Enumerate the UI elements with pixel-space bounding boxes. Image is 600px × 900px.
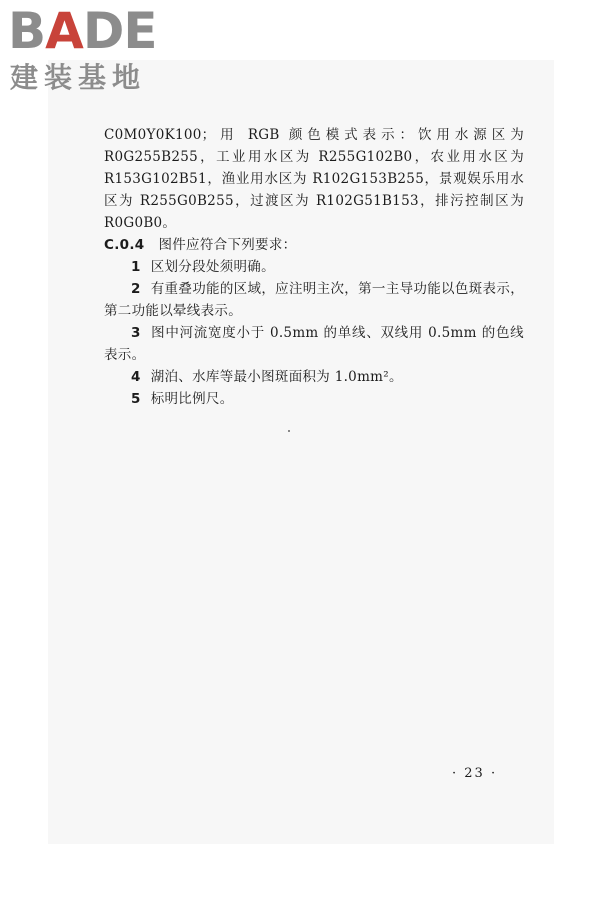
clause-number: C.0.4 — [104, 237, 145, 253]
item-text: 有重叠功能的区域，应注明主次，第一主导功能以色斑表示，第二功能以晕线表示。 — [104, 281, 524, 319]
item-number: 1 — [131, 259, 141, 275]
list-item — [104, 322, 524, 366]
item-number: 2 — [131, 281, 141, 297]
item-number: 5 — [131, 391, 141, 407]
list-item — [104, 278, 524, 322]
logo-subtitle: 建装基地 — [10, 61, 147, 94]
item-text: 图中河流宽度小于 0.5mm 的单线、双线用 0.5mm 的色线表示。 — [104, 325, 524, 363]
bade-logo — [8, 4, 188, 96]
list-item — [104, 366, 524, 388]
scan-speck — [288, 430, 290, 432]
item-text: 区划分段处须明确。 — [150, 259, 275, 275]
intro-paragraph: C0M0Y0K100；用 RGB 颜色模式表示：饮用水源区为 R0G255B255，工业用水区为 R255G102B0，农业用水区为 R153G102B51，渔业用水区为 R102G153B255，景观娱乐用水区为 R255G0B255，过渡区为 R102G51B153，排污控制区为 R0G0B0。 — [104, 127, 524, 231]
item-number: 4 — [131, 369, 141, 385]
list-item — [104, 256, 524, 278]
logo-wordmark: BADE — [8, 2, 157, 60]
clause-text: 图件应符合下列要求： — [158, 237, 297, 253]
list-item — [104, 388, 524, 410]
document-body — [104, 124, 524, 410]
page-number: · 23 · — [452, 766, 498, 781]
item-text: 标明比例尺。 — [150, 391, 234, 407]
item-text: 湖泊、水库等最小图斑面积为 1.0mm²。 — [150, 369, 403, 385]
logo-accent-letter: A — [45, 2, 83, 60]
clause-heading — [104, 234, 524, 256]
item-number: 3 — [131, 325, 141, 341]
